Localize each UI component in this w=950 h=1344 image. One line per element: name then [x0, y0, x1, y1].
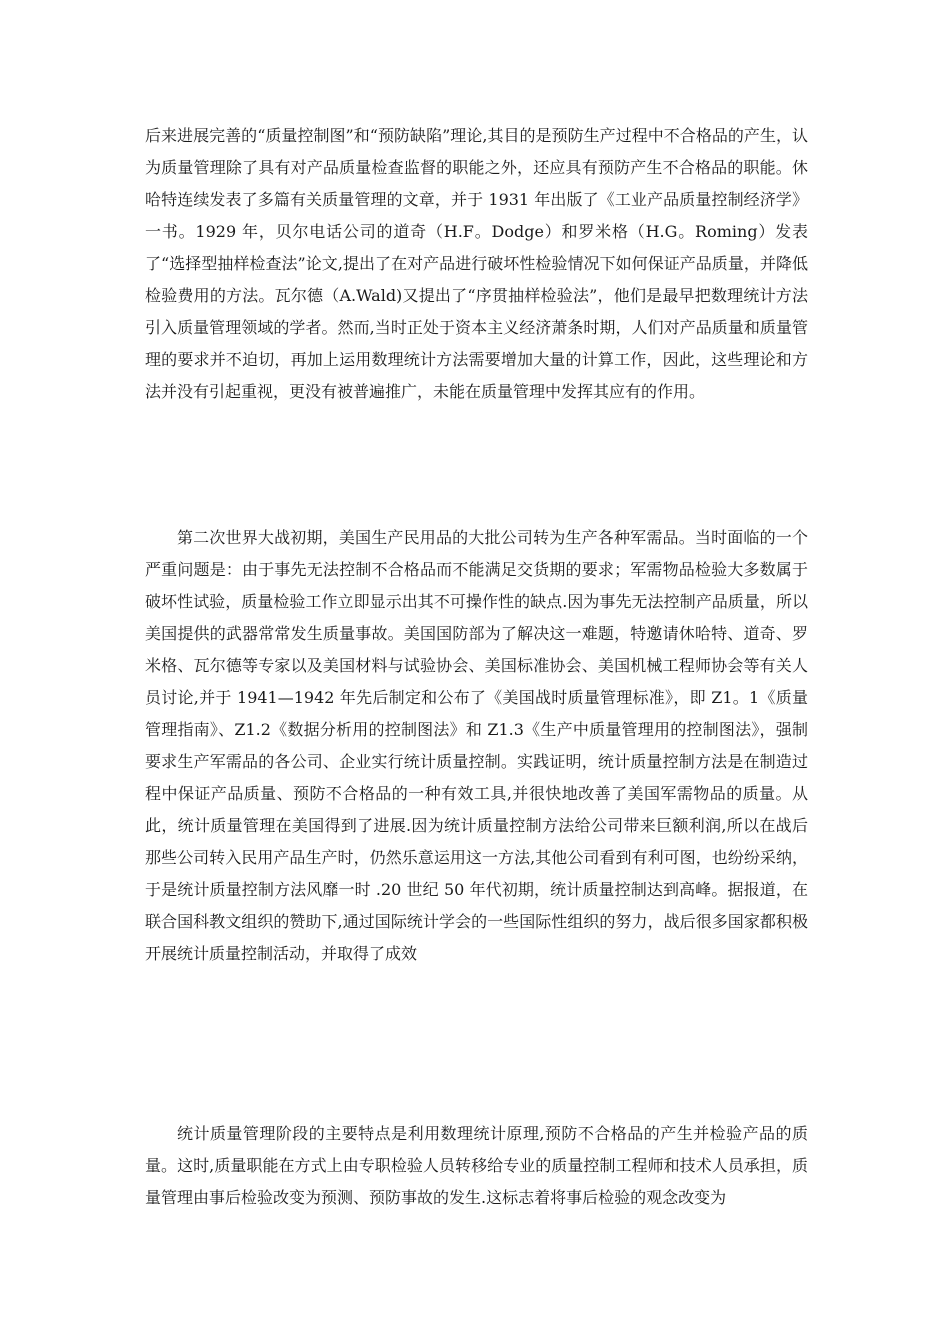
paragraph-statistical-quality-features: 统计质量管理阶段的主要特点是利用数理统计原理,预防不合格品的产生并检验产品的质量。这时,质量职能在方式上由专职检验人员转移给专业的质量控制工程师和技术人员承担，质量管理由事后检验改变为预测、预防事故的发生.这标志着将事后检验的观念改变为 — [145, 1124, 808, 1207]
paragraph-world-war-two: 第二次世界大战初期，美国生产民用品的大批公司转为生产各种军需品。当时面临的一个严重问题是：由于事先无法控制不合格品而不能满足交货期的要求；军需物品检验大多数属于破坏性试验，质量检验工作立即显示出其不可操作性的缺点.因为事先无法控制产品质量，所以美国提供的武器常常发生质量事故。美国国防部为了解决这一难题，特邀请休哈特、道奇、罗米格、瓦尔德等专家以及美国材料与试验协会、美国标准协会、美国机械工程师协会等有关人员讨论,并于 1941—1942 年先后制定和公布了《美国战时质量管理标准》，即 Z1。1《质量管理指南》、Z1.2《数据分析用的控制图法》和 Z1.3《生产中质量管理用的控制图法》，强制要求生产军需品的各公司、企业实行统计质量控制。实践证明，统计质量控制方法是在制造过程中保证产品质量、预防不合格品的一种有效工具,并很快地改善了美国军需物品的质量。从此，统计质量管理在美国得到了进展.因为统计质量控制方法给公司带来巨额利润,所以在战后那些公司转入民用产品生产时，仍然乐意运用这一方法,其他公司看到有利可图，也纷纷采纳，于是统计质量控制方法风靡一时 .20 世纪 50 年代初期，统计质量控制达到高峰。据报道，在联合国科教文组织的赞助下,通过国际统计学会的一些国际性组织的努力，战后很多国家都积极开展统计质量控制活动，并取得了成效 — [145, 528, 808, 963]
paragraph-quality-control-theory: 后来进展完善的“质量控制图”和“预防缺陷”理论,其目的是预防生产过程中不合格品的产生，认为质量管理除了具有对产品质量检查监督的职能之外，还应具有预防产生不合格品的职能。休哈特连续发表了多篇有关质量管理的文章，并于 1931 年出版了《工业产品质量控制经济学》一书。1929 年，贝尔电话公司的道奇（H.F。Dodge）和罗米格（H.G。Roming）发表了“选择型抽样检查法”论文,提出了在对产品进行破坏性检验情况下如何保证产品质量，并降低检验费用的方法。瓦尔德（A.Wald)又提出了“序贯抽样检验法”，他们是最早把数理统计方法引入质量管理领域的学者。然而,当时正处于资本主义经济萧条时期，人们对产品质量和质量管理的要求并不迫切，再加上运用数理统计方法需要增加大量的计算工作，因此，这些理论和方法并没有引起重视，更没有被普遍推广，未能在质量管理中发挥其应有的作用。 — [145, 126, 808, 401]
